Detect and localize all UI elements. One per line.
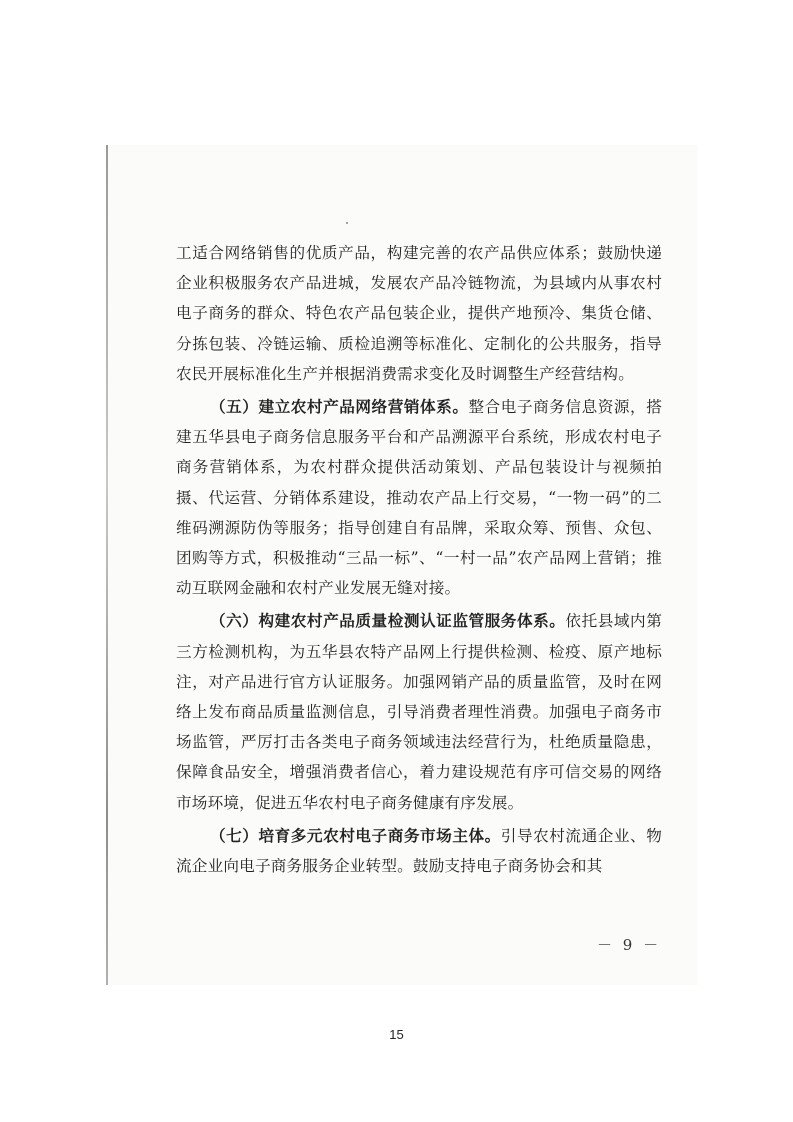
scan-page-edge	[106, 145, 108, 985]
document-body	[176, 238, 662, 881]
paragraph-text: 整合电子商务信息资源，搭建五华县电子商务信息服务平台和产品溯源平台系统，形成农村电子商务营销体系，为农村群众提供活动策划、产品包装设计与视频拍摄、代运营、分销体系建设，推动农产品上行交易，“一物一码”的二维码溯源防伪等服务；指导创建自有品牌，采取众筹、预售、众包、团购等方式，积极推动“三品一标”、“一村一品”农产品网上营销；推动互联网金融和农村产业发展无缝对接。	[176, 398, 663, 598]
paragraph-section-5	[176, 392, 662, 603]
section-heading: （五）建立农村产品网络营销体系。	[210, 397, 469, 417]
paragraph-text: 依托县域内第三方检测机构，为五华县农特产品网上行提供检测、检疫、原产地标注，对产品进行官方认证服务。加强网销产品的质量监管，及时在网络上发布商品质量监测信息，引导消费者理性消费。加强电子商务市场监管，严厉打击各类电子商务领域违法经营行为，杜绝质量隐患，保障食品安全，增强消费者信心，着力建设规范有序可信交易的网络市场环境，促进五华农村电子商务健康有序发展。	[176, 612, 662, 812]
paragraph-text: 工适合网络销售的优质产品，构建完善的农产品供应体系；鼓励快递企业积极服务农产品进城，发展农产品冷链物流，为县域内从事农村电子商务的群众、特色农产品包装企业，提供产地预冷、集货仓储、分拣包装、冷链运输、质检追溯等标准化、定制化的公共服务，指导农民开展标准化生产并根据消费需求变化及时调整生产经营结构。	[176, 244, 662, 383]
section-heading: （六）构建农村产品质量检测认证监管服务体系。	[210, 611, 566, 631]
scan-speck	[346, 222, 348, 224]
footer-page-number: 15	[389, 1027, 404, 1042]
paragraph-1	[176, 238, 662, 389]
paragraph-section-7	[176, 821, 662, 881]
paragraph-text: 引导农村流通企业、物流企业向电子商务服务企业转型。鼓励支持电子商务协会和其	[176, 826, 662, 876]
paragraph-section-6	[176, 606, 662, 817]
section-heading: （七）培育多元农村电子商务市场主体。	[210, 825, 501, 845]
page-number: － 9 －	[597, 936, 662, 954]
